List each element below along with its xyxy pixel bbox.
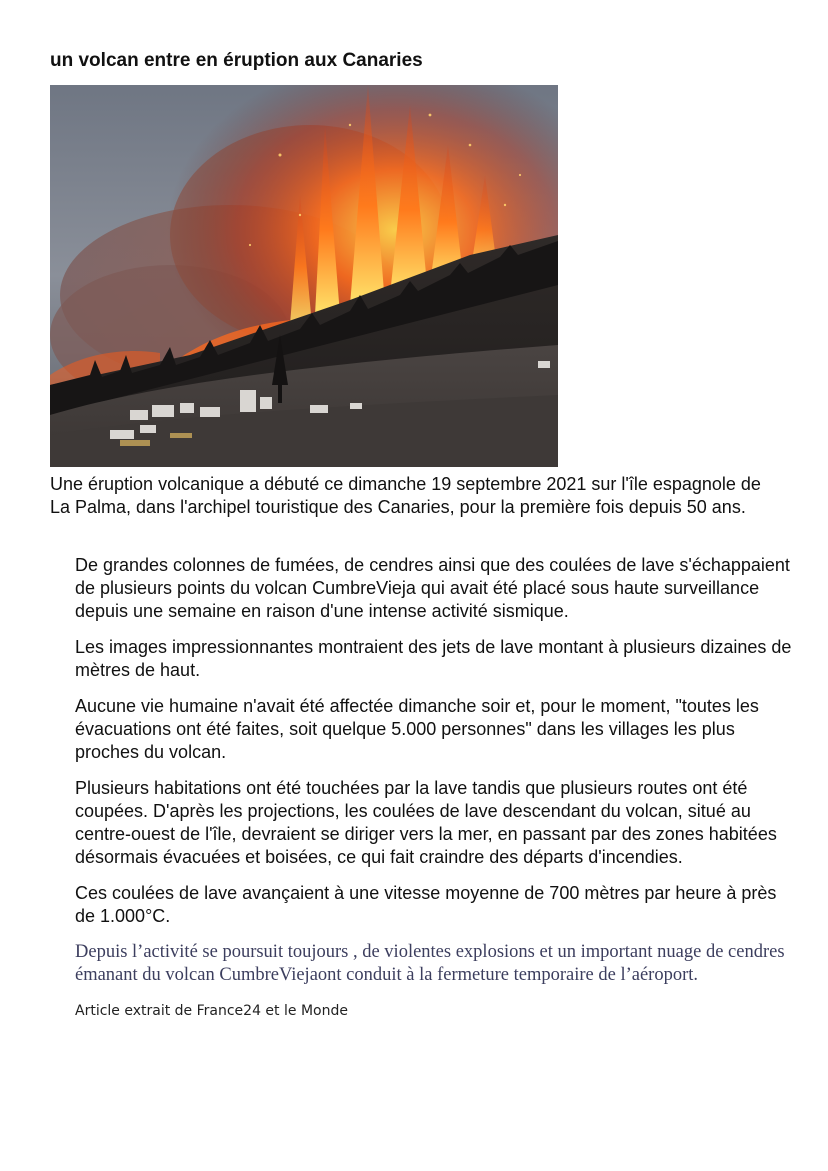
paragraph-evacuations: Aucune vie humaine n'avait été affectée dimanche soir et, pour le moment, "toutes les évacuations ont été faites, soit quelque 5.000 personnes" dans les villages les plus proches du volcan.: [75, 696, 759, 762]
update-paragraph: Depuis l’activité se poursuit toujours , de violentes explosions et un important nuage de cendres émanant du volcan CumbreViejaont conduit à la fermeture temporaire de l’aéroport.: [75, 942, 785, 985]
paragraph-lava-speed: Ces coulées de lave avançaient à une vitesse moyenne de 700 mètres par heure à près de 1.000°C.: [75, 883, 777, 926]
paragraph-damage: Plusieurs habitations ont été touchées par la lave tandis que plusieurs routes ont été coupées. D'après les projections, les coulées de lave descendant du volcan, situé au centre-ouest de l'île, devraient se diriger vers la mer, en passant par des zones habitées désormais évacuées et boisées, ce qui fait craindre des départs d'incendies.: [75, 778, 777, 867]
article-body: [75, 554, 795, 1021]
volcano-eruption-photo: [50, 85, 558, 467]
intro-paragraph: Une éruption volcanique a débuté ce dimanche 19 septembre 2021 sur l'île espagnole de La Palma, dans l'archipel touristique des Canaries, pour la première fois depuis 50 ans.: [50, 474, 761, 517]
source-credit: Article extrait de France24 et le Monde: [75, 1003, 348, 1019]
paragraph-lava-jets: Les images impressionnantes montraient des jets de lave montant à plusieurs dizaines de mètres de haut.: [75, 637, 792, 680]
page-title: un volcan entre en éruption aux Canaries: [50, 50, 423, 71]
paragraph-smoke-columns: De grandes colonnes de fumées, de cendres ainsi que des coulées de lave s'échappaient de plusieurs points du volcan CumbreVieja qui avait été placé sous haute surveillance depuis une semaine en raison d'une intense activité sismique.: [75, 555, 790, 621]
